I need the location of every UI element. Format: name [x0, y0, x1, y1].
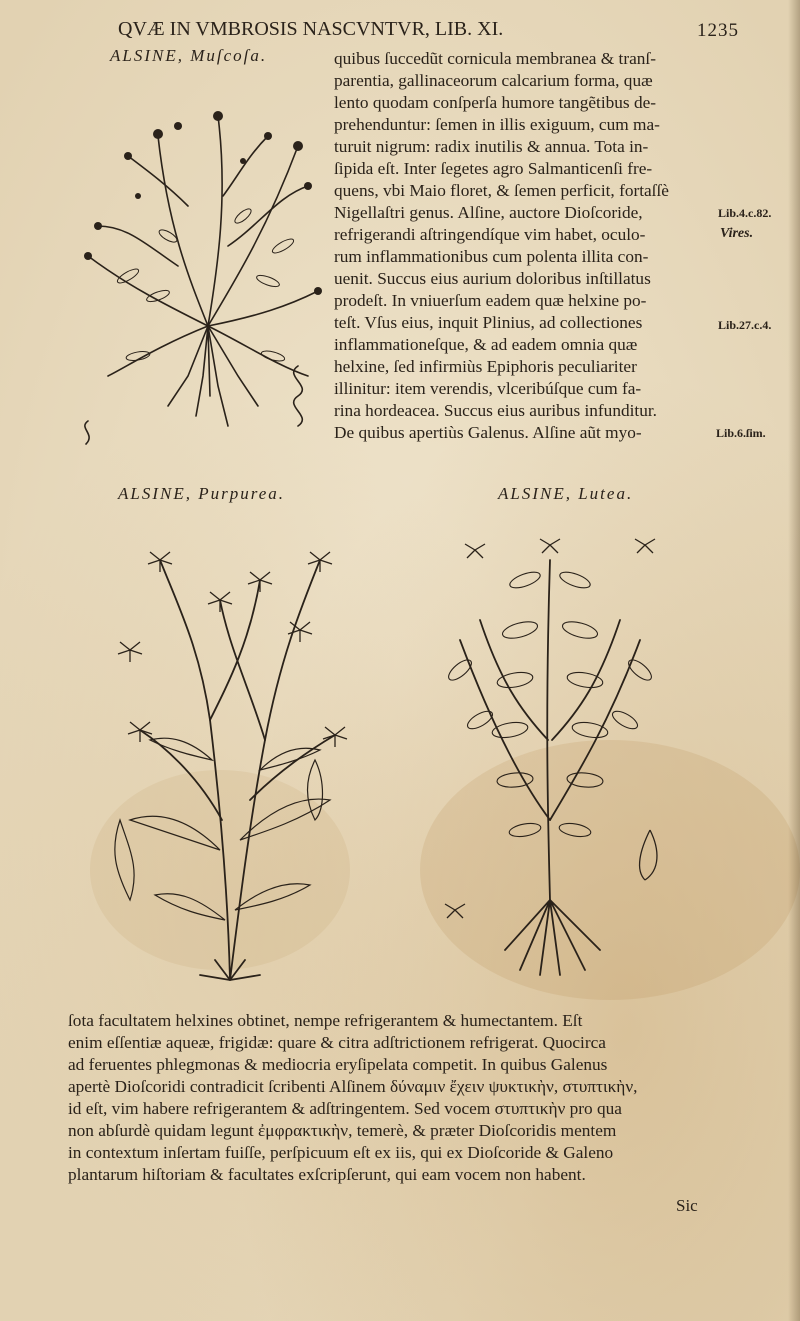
text-line: ſipida eſt. Inter ſegetes agro Salmanticenſi fre- — [334, 159, 653, 178]
page-number: 1235 — [697, 20, 739, 41]
woodcut-alsine-purpurea — [100, 520, 350, 990]
text-line: lento quodam conſperſa humore tangẽtibus de- — [334, 93, 657, 112]
caption-alsine-lutea: ALSINE, Lutea. — [498, 484, 634, 503]
text-line: helxine, ſed infirmiùs Epiphoris peculiariter — [334, 357, 637, 376]
text-line: id eſt, vim habere refrigerantem & adſtringentem. Sed vocem στυπτικὴν pro qua — [68, 1099, 622, 1118]
text-line: enim eſſentiæ aqueæ, frigidæ: quare & citra adſtrictionem refrigerat. Quocirca — [68, 1033, 606, 1052]
margin-note: Lib.27.c.4. — [718, 318, 772, 332]
margin-note: Lib.6.ſim. — [716, 426, 766, 440]
text-line: plantarum hiſtoriam & facultates exſcripſerunt, qui eam vocem non habent. — [68, 1165, 586, 1184]
text-line: quens, vbi Maio floret, & ſemen perficit, fortaſſè — [334, 181, 669, 200]
text-line: illinitur: item verendis, vlceribúſque cum fa- — [334, 379, 642, 398]
text-line: non abſurdè quidam legunt ἐμφρακτικὴν, temerè, & præter Dioſcoridis mentem — [68, 1121, 617, 1140]
text-line: ad feruentes phlegmonas & mediocria eryſipelata competit. In quibus Galenus — [68, 1055, 608, 1074]
text-line: inflammationeſque, & ad eadem omnia quæ — [334, 335, 638, 354]
text-line: refrigerandi aſtringendíque vim habet, oculo- — [334, 225, 646, 244]
running-head: QVÆ IN VMBROSIS NASCVNTVR, LIB. XI. — [118, 18, 504, 40]
text-line: rum inflammationibus cum polenta illita con- — [334, 247, 649, 266]
text-line: rina hordeacea. Succus eius auribus infunditur. — [334, 401, 657, 420]
caption-alsine-purpurea: ALSINE, Purpurea. — [118, 484, 286, 503]
text-line: ſota facultatem helxines obtinet, nempe refrigerantem & humectantem. Eſt — [68, 1011, 583, 1030]
margin-note: Vires. — [720, 226, 754, 241]
margin-note: Lib.4.c.82. — [718, 206, 772, 220]
catchword: Sic — [676, 1196, 698, 1215]
woodcut-alsine-muscosa — [68, 76, 330, 456]
woodcut-alsine-lutea — [420, 520, 690, 990]
text-line: prodeſt. In vniuerſum eadem quæ helxine po- — [334, 291, 647, 310]
text-line: turuit nigrum: radix inutilis & annua. Tota in- — [334, 137, 649, 156]
text-line: Nigellaſtri genus. Alſine, auctore Dioſcoride, — [334, 203, 643, 222]
text-line: prehenduntur: ſemen in illis exiguum, cum ma- — [334, 115, 660, 134]
text-line: apertè Dioſcoridi contradicit ſcribenti Alſinem δύναμιν ἔχειν ψυκτικὴν, στυπτικὴν, — [68, 1077, 638, 1096]
text-line: parentia, gallinaceorum calcarium forma, quæ — [334, 71, 653, 90]
text-line: quibus ſuccedũt cornicula membranea & tranſ- — [334, 49, 656, 68]
text-line: teſt. Vſus eius, inquit Plinius, ad collectiones — [334, 313, 643, 332]
text-line: De quibus apertiùs Galenus. Alſine aũt myo- — [334, 423, 642, 442]
text-line: uenit. Succus eius aurium doloribus inſtillatus — [334, 269, 651, 288]
text-line: in contextum inſertam fuiſſe, perſpicuum eſt ex iis, qui ex Dioſcoride & Galeno — [68, 1143, 614, 1162]
caption-alsine-muscosa: ALSINE, Muſcoſa. — [110, 46, 268, 65]
page-edge-shadow — [788, 0, 800, 1321]
